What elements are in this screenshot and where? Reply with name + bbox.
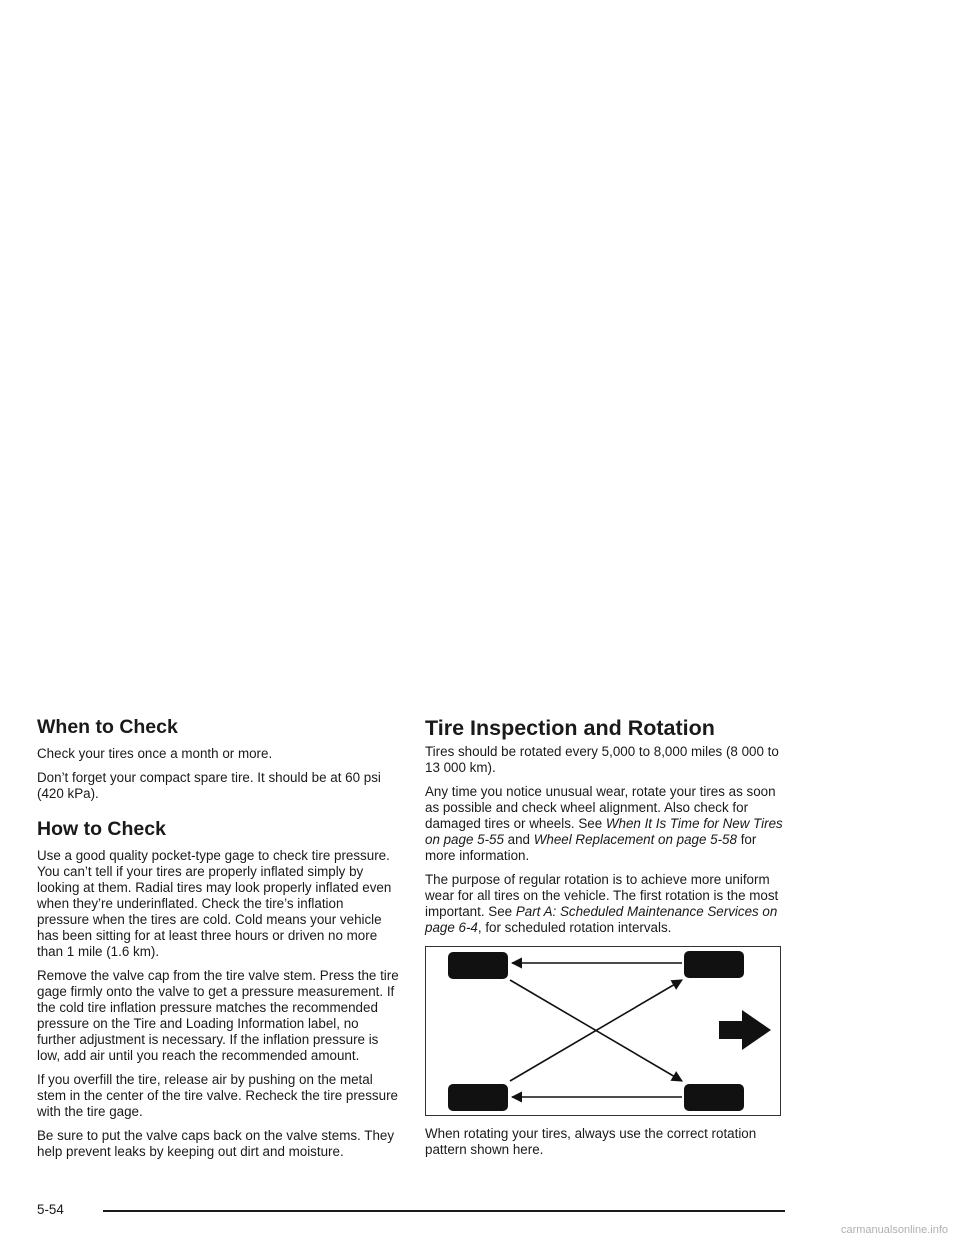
- when-to-check-heading: When to Check: [37, 716, 178, 738]
- tire-right-front: [684, 951, 744, 978]
- when-paragraph-1: Check your tires once a month or more.: [37, 746, 273, 761]
- rotation-diagram-svg: [426, 947, 780, 1115]
- rotation-caption: When rotating your tires, always use the correct rotation pattern shown here.: [425, 1126, 757, 1157]
- how-paragraph-1: Use a good quality pocket-type gage to check tire pressure. You can’t tell if your tires are properly inflated simply by looking at them. Radial tires may look properly inflated even when they’re underinflated. Check the tire’s inflation pressure when the tires are cold. Cold means your vehicle has been sitting for at least three hours or driven no more than 1 mile (1.6 km).: [37, 848, 392, 959]
- tire-left-front: [448, 952, 508, 979]
- how-paragraph-3: If you overfill the tire, release air by pushing on the metal stem in the center of the tire valve. Recheck the tire pressure with the tire gage.: [37, 1072, 398, 1119]
- when-paragraph-2: Don’t forget your compact spare tire. It should be at 60 psi (420 kPa).: [37, 770, 381, 801]
- footer-rule: [103, 1210, 785, 1212]
- how-paragraph-4: Be sure to put the valve caps back on the valve stems. They help prevent leaks by keeping out dirt and moisture.: [37, 1128, 395, 1159]
- how-to-check-heading: How to Check: [37, 818, 166, 840]
- link-scheduled-maintenance[interactable]: Part A: Scheduled Maintenance Services on page 6-4: [425, 904, 778, 935]
- link-new-tires[interactable]: When It Is Time for New Tires on page 5-55: [425, 816, 783, 847]
- page-number: 5-54: [37, 1202, 64, 1217]
- rotation-pattern-diagram: [425, 946, 781, 1116]
- forward-direction-arrow-icon: [719, 1010, 771, 1050]
- left-column: [37, 714, 399, 1168]
- tire-right-rear: [684, 1084, 744, 1111]
- watermark: carmanualsonline.info: [840, 1224, 948, 1236]
- tire-rotation-heading: Tire Inspection and Rotation: [425, 716, 715, 740]
- right-column: [425, 714, 785, 1166]
- rotation-paragraph-1: Tires should be rotated every 5,000 to 8,000 miles (8 000 to 13 000 km).: [425, 744, 779, 775]
- rotation-paragraph-3: The purpose of regular rotation is to achieve more uniform wear for all tires on the vehicle. The first rotation is the most important. See Part A: Scheduled Maintenance Services on page 6-4, for scheduled rotation intervals.: [425, 872, 779, 935]
- how-paragraph-2: Remove the valve cap from the tire valve stem. Press the tire gage firmly onto the valve to get a pressure measurement. If the cold tire inflation pressure matches the recommended pressure on the Tire and Loading Information label, no further adjustment is necessary. If the inflation pressure is low, add air until you reach the recommended amount.: [37, 968, 399, 1063]
- tire-left-rear: [448, 1084, 508, 1111]
- rotation-paragraph-2: Any time you notice unusual wear, rotate your tires as soon as possible and check wheel alignment. Also check for damaged tires or wheels. See When It Is Time for New Tires on page 5-55 and Wheel Replacement on page 5-58 for more information.: [425, 784, 783, 863]
- link-wheel-replacement[interactable]: Wheel Replacement on page 5-58: [533, 832, 737, 847]
